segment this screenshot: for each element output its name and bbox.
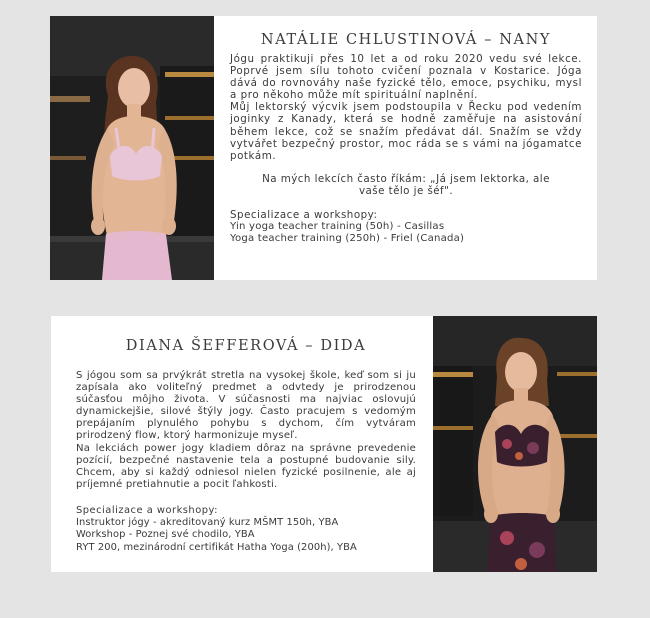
bio-paragraph: S jógou som sa prvýkrát stretla na vysokej škole, keď som si ju zapísala ako voliteľný predmet a odvtedy je prirodzenou súčasťou môjho života. V súčasnosti ma najviac oslovujú dynamickejšie, silové štýly jogy. Často pracujem s vedomým prepájaním plynulého pohybu s dychom, čím vytváram prirodzený flow, ktorý harmonizuje myseľ.: [76, 370, 416, 442]
workshop-item: Workshop - Poznej své chodilo, YBA: [76, 529, 255, 541]
workshop-item: Instruktor jógy - akreditovaný kurz MŠMT 150h, YBA: [76, 517, 339, 529]
bio-paragraph: Jógu praktikuji přes 10 let a od roku 2020 vedu své lekce. Poprvé jsem sílu tohoto cvičení poznala v Kostarice. Jóga dává do rovnováhy naše fyzické tělo, emoce, psychiku, mysl a pro někoho může mít spirituální naplnění.: [230, 53, 582, 102]
instructor-text-natalie: [230, 32, 582, 245]
instructor-card-diana: [51, 316, 597, 572]
instructor-card-natalie: [50, 16, 597, 280]
portrait-photo-icon: [433, 316, 597, 572]
workshop-item: RYT 200, mezinárodní certifikát Hatha Yoga (200h), YBA: [76, 541, 357, 553]
instructor-photo-diana: [433, 316, 597, 572]
quote: Na mých lekcích často říkám: „Já jsem lektorka, ale vaše tělo je šéf".: [262, 172, 550, 197]
workshops-title: Specializace a workshopy:: [230, 209, 378, 222]
instructor-text-diana: [76, 338, 416, 554]
portrait-photo-icon: [50, 16, 214, 280]
workshops-title: Specializace a workshopy:: [76, 504, 218, 516]
instructor-name: DIANA ŠEFFEROVÁ – DIDA: [125, 338, 367, 354]
workshop-item: Yoga teacher training (250h) - Friel (Canada): [230, 233, 465, 245]
bio-paragraph: Na lekciách power jogy kladiem dôraz na správne prevedenie pozícií, bezpečné nastavenie tela a postupné budovanie sily. Chcem, aby si každý odniesol nielen fyzické posilnenie, ale aj príjemné pretiahnutie a pocit ľahkosti.: [76, 442, 416, 490]
instructor-name: NATÁLIE CHLUSTINOVÁ – NANY: [260, 32, 552, 48]
bio-paragraph: Můj lektorský výcvik jsem podstoupila v Řecku pod vedením joginky z Kanady, která se hodně zaměřuje na asistování během lekce, což se snažím předávat dál. Snažím se vždy vytvářet bezpečný prostor, moc ráda se s vámi na jógamatce potkám.: [230, 101, 582, 162]
workshop-item: Yin yoga teacher training (50h) - Casillas: [230, 221, 445, 233]
instructor-photo-natalie: [50, 16, 214, 280]
